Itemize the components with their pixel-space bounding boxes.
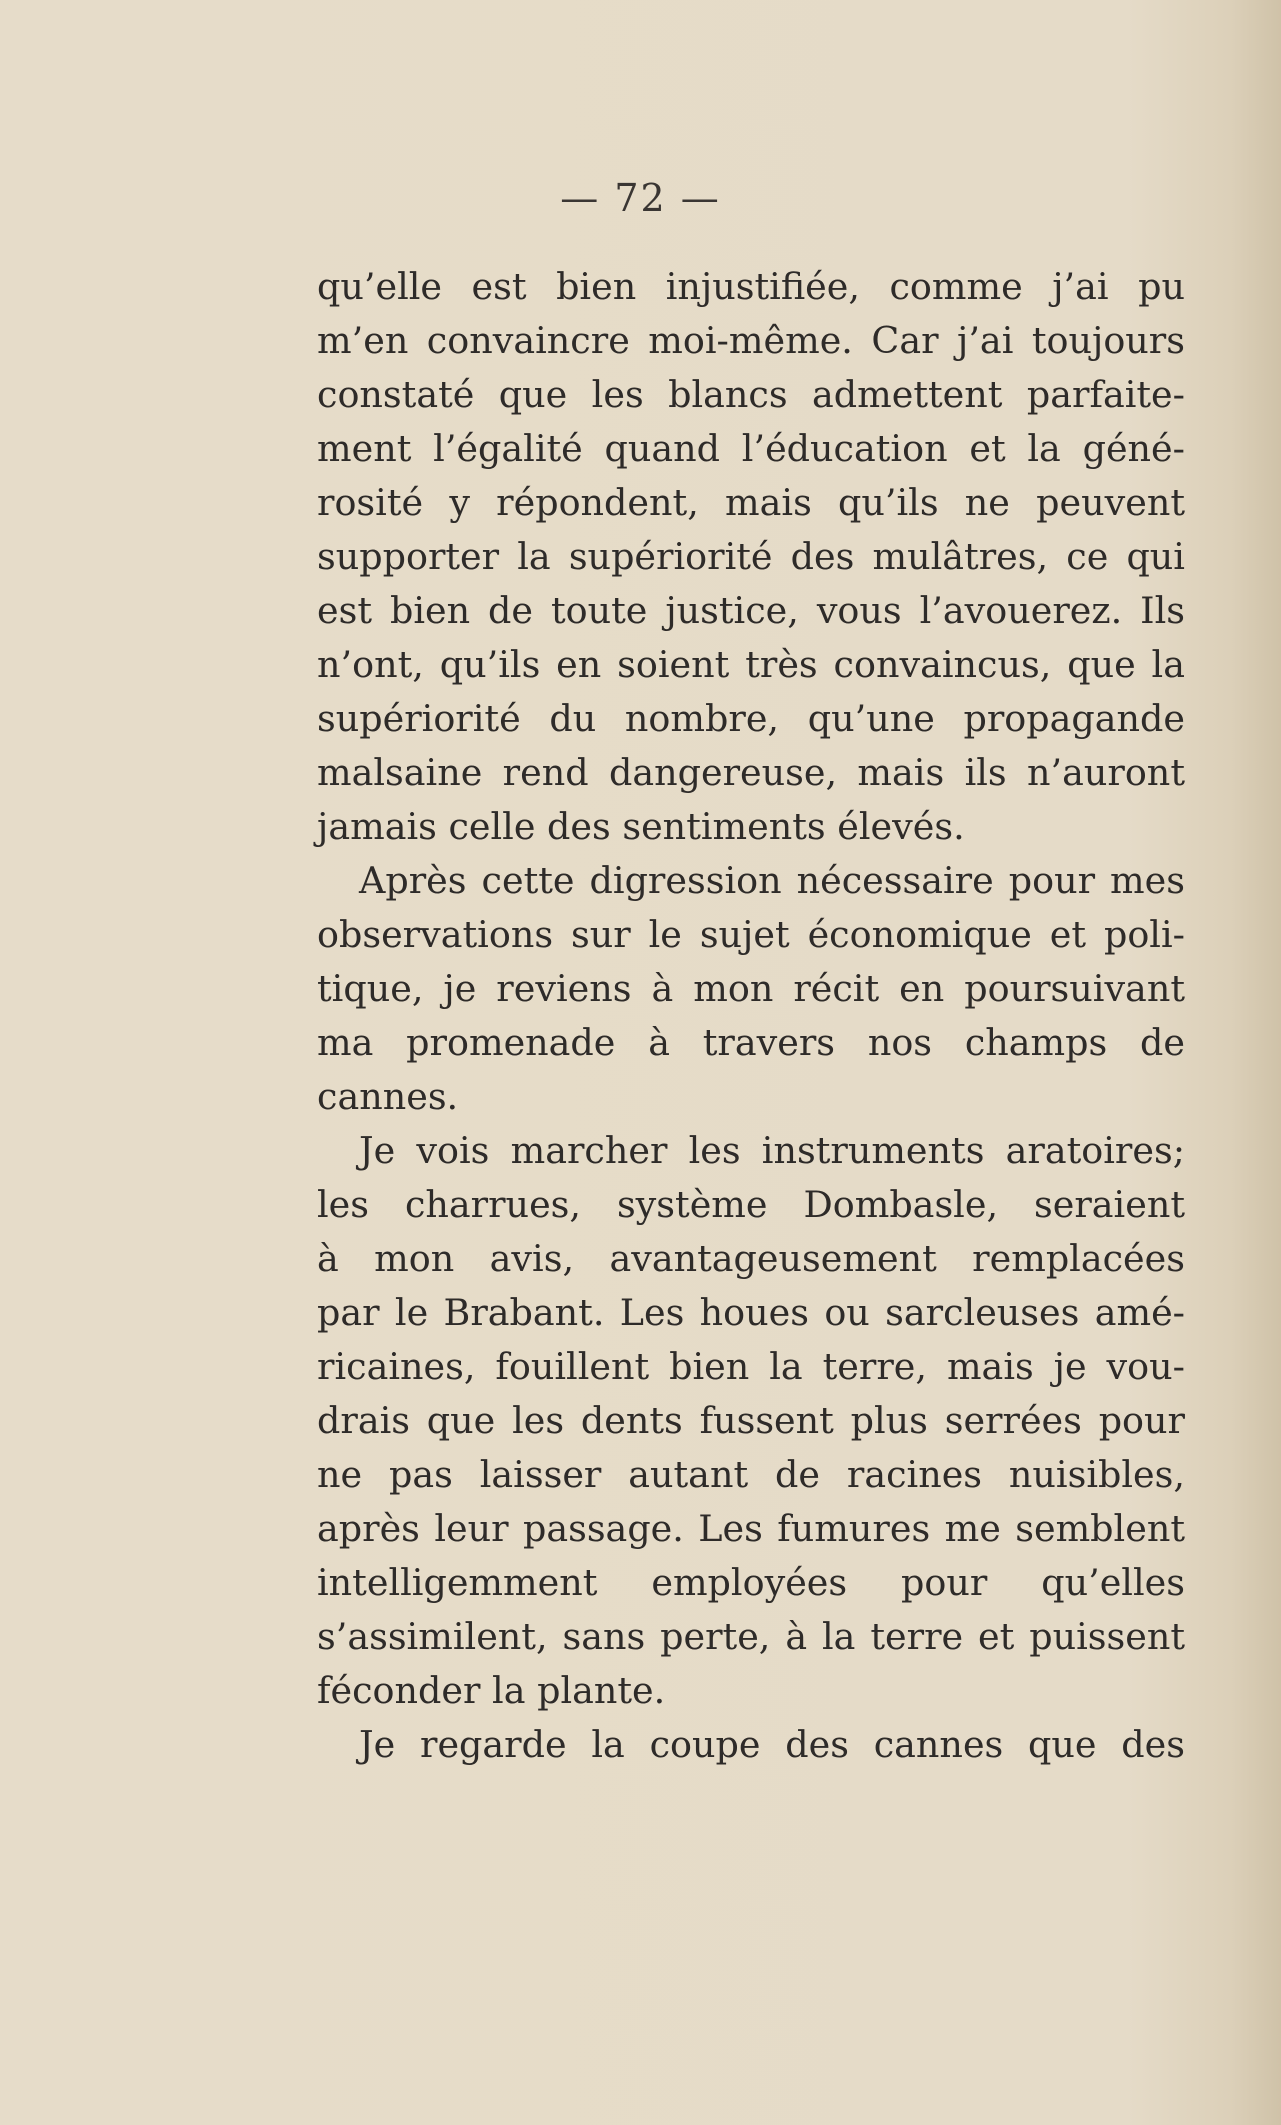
text-line: jamais celle des sentiments élevés. — [317, 805, 965, 848]
text-line: m’en convaincre moi-même. Car j’ai toujours — [317, 319, 1185, 362]
body-text — [317, 260, 1185, 1772]
text-line: par le Brabant. Les houes ou sarcleuses amé- — [317, 1291, 1185, 1334]
text-line: constaté que les blancs admettent parfaite- — [317, 373, 1185, 416]
text-line: rosité y répondent, mais qu’ils ne peuvent — [317, 481, 1185, 524]
text-line: Je vois marcher les instruments aratoires; — [359, 1129, 1185, 1172]
text-line: Je regarde la coupe des cannes que des — [359, 1723, 1185, 1766]
page-number: — 72 — — [560, 176, 721, 220]
text-line: après leur passage. Les fumures me semblent — [317, 1507, 1185, 1550]
text-line: ment l’égalité quand l’éducation et la géné- — [317, 427, 1185, 470]
text-line: Après cette digression nécessaire pour mes — [359, 859, 1185, 902]
text-line: intelligemment employées pour qu’elles — [317, 1561, 1185, 1604]
text-line: s’assimilent, sans perte, à la terre et puissent — [317, 1615, 1185, 1658]
text-line: est bien de toute justice, vous l’avouerez. Ils — [317, 589, 1185, 632]
text-line: cannes. — [317, 1075, 459, 1118]
text-line: supériorité du nombre, qu’une propagande — [317, 697, 1185, 740]
text-line: les charrues, système Dombasle, seraient — [317, 1183, 1185, 1226]
text-line: qu’elle est bien injustifiée, comme j’ai pu — [317, 265, 1185, 308]
text-line: supporter la supériorité des mulâtres, ce qui — [317, 535, 1185, 578]
text-line: à mon avis, avantageusement remplacées — [317, 1237, 1185, 1280]
text-line: tique, je reviens à mon récit en poursuivant — [317, 967, 1185, 1010]
text-line: féconder la plante. — [317, 1669, 666, 1712]
text-line: drais que les dents fussent plus serrées pour — [317, 1399, 1185, 1442]
text-line: observations sur le sujet économique et poli- — [317, 913, 1185, 956]
text-line: ma promenade à travers nos champs de — [317, 1021, 1185, 1064]
text-line: ne pas laisser autant de racines nuisibles, — [317, 1453, 1185, 1496]
text-line: ricaines, fouillent bien la terre, mais je vou- — [317, 1345, 1185, 1388]
text-line: malsaine rend dangereuse, mais ils n’auront — [317, 751, 1185, 794]
text-line: n’ont, qu’ils en soient très convaincus, que la — [317, 643, 1185, 686]
